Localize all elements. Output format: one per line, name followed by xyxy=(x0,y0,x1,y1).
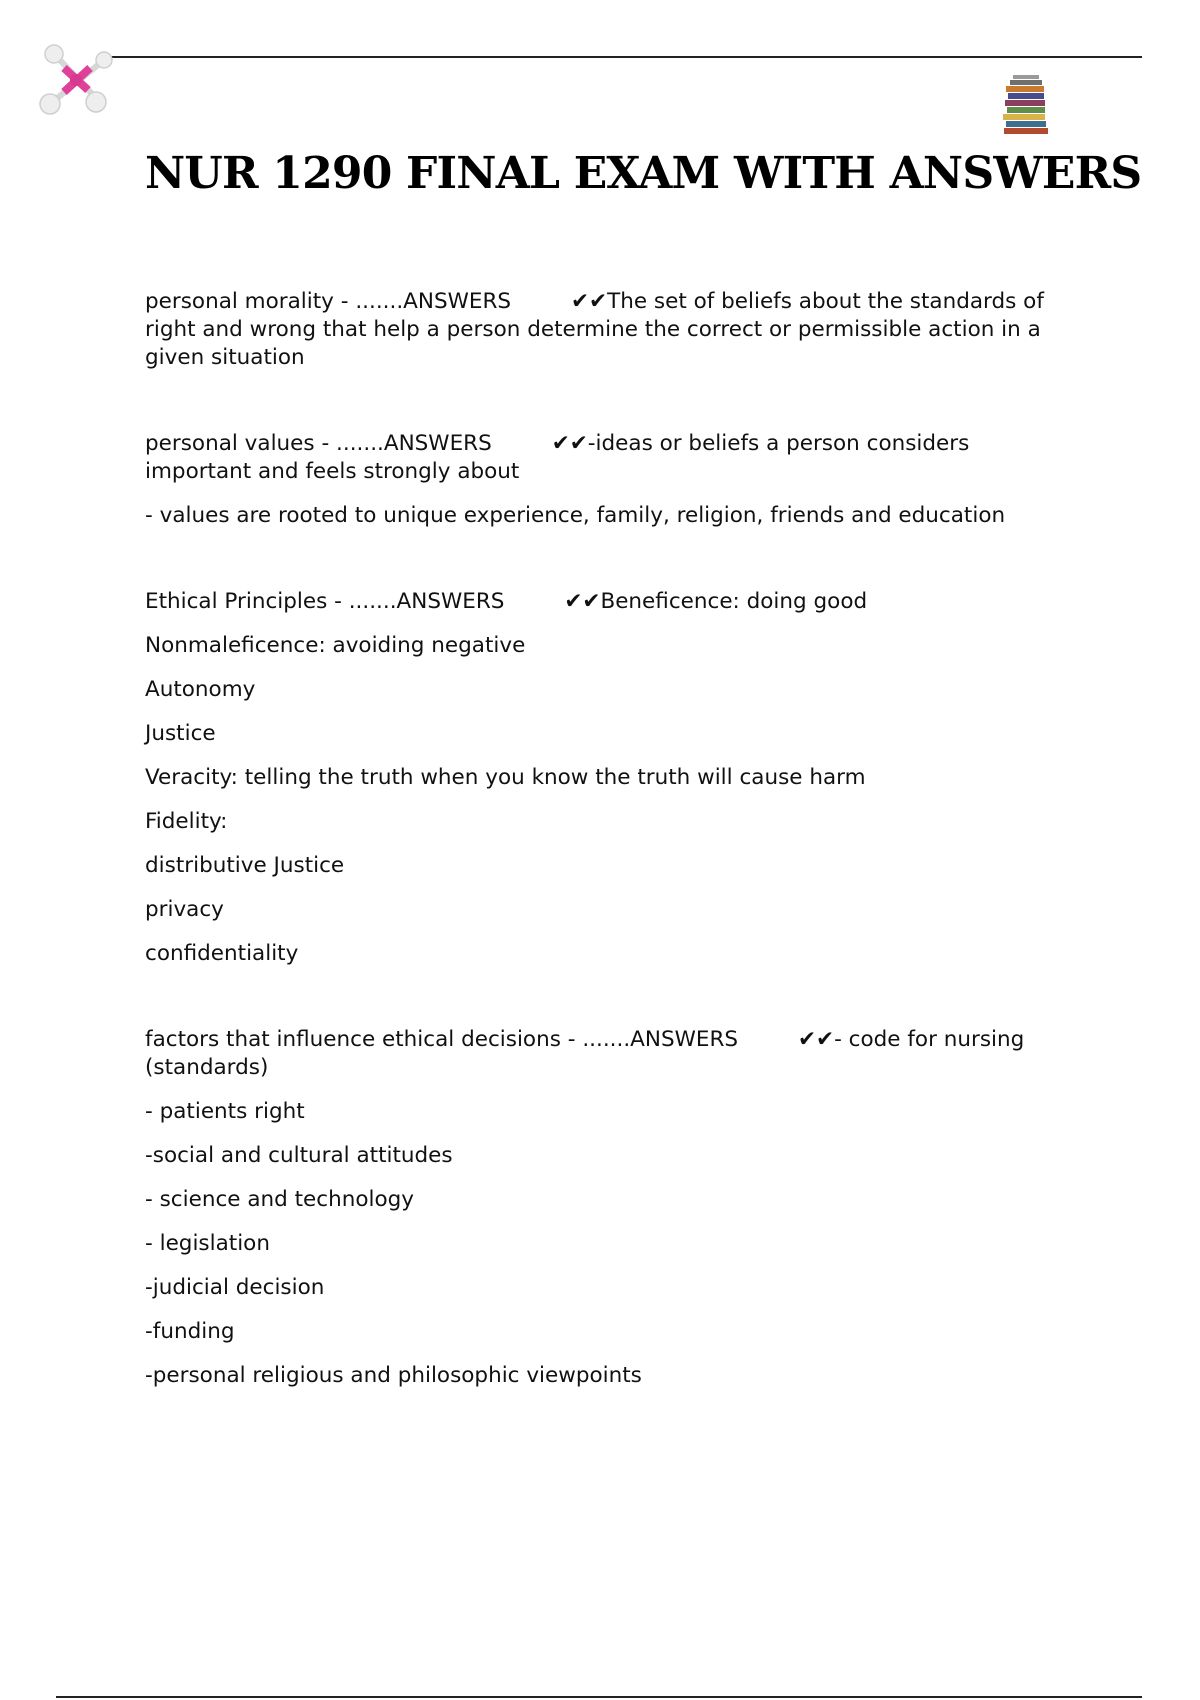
check-marks: ✔✔ xyxy=(551,431,588,456)
answer-line: - values are rooted to unique experience, family, religion, friends and education xyxy=(145,503,1006,528)
answer-line: - science and technology xyxy=(145,1187,414,1212)
answer-line: distributive Justice xyxy=(145,853,345,878)
answer-line: -judicial decision xyxy=(145,1275,325,1300)
answer-line: -social and cultural attitudes xyxy=(145,1143,453,1168)
answer-line: Justice xyxy=(145,721,216,746)
answer-line: confidentiality xyxy=(145,941,299,966)
question-term: factors that influence ethical decisions - .......ANSWERS xyxy=(145,1027,739,1052)
answer-line: Fidelity: xyxy=(145,809,228,834)
qa-lead xyxy=(145,588,1075,616)
answer-line: privacy xyxy=(145,897,224,922)
question-term: personal morality - .......ANSWERS xyxy=(145,289,512,314)
qa-item xyxy=(145,1026,1075,1390)
answer-text: - code for nursing (standards) xyxy=(145,1027,1025,1080)
check-marks: ✔✔ xyxy=(798,1027,835,1052)
header-rule xyxy=(100,56,1142,58)
answer-text: Beneficence: doing good xyxy=(600,589,868,614)
qa-lead xyxy=(145,1026,1075,1082)
books-stack-icon xyxy=(998,72,1054,136)
answer-line: Veracity: telling the truth when you know the truth will cause harm xyxy=(145,765,866,790)
footer-rule xyxy=(56,1696,1142,1698)
check-marks: ✔✔ xyxy=(571,289,608,314)
answer-line: Nonmaleficence: avoiding negative xyxy=(145,633,526,658)
qa-lead xyxy=(145,288,1075,372)
answer-line: -personal religious and philosophic viewpoints xyxy=(145,1363,642,1388)
qa-list xyxy=(145,288,1075,1448)
answer-text: -ideas or beliefs a person considers important and feels strongly about xyxy=(145,431,970,484)
question-term: personal values - .......ANSWERS xyxy=(145,431,492,456)
answer-text: The set of beliefs about the standards of right and wrong that help a person determine the correct or permissible action in a given situation xyxy=(145,289,1044,370)
qa-item xyxy=(145,430,1075,530)
check-marks: ✔✔ xyxy=(564,589,601,614)
answer-line: - legislation xyxy=(145,1231,270,1256)
qa-lead xyxy=(145,430,1075,486)
molecule-logo-icon xyxy=(34,40,118,120)
qa-item xyxy=(145,288,1075,372)
answer-line: Autonomy xyxy=(145,677,256,702)
answer-line: - patients right xyxy=(145,1099,305,1124)
answer-line: -funding xyxy=(145,1319,235,1344)
qa-item xyxy=(145,588,1075,968)
page-title: NUR 1290 FINAL EXAM WITH ANSWERS xyxy=(145,148,1142,199)
question-term: Ethical Principles - .......ANSWERS xyxy=(145,589,505,614)
